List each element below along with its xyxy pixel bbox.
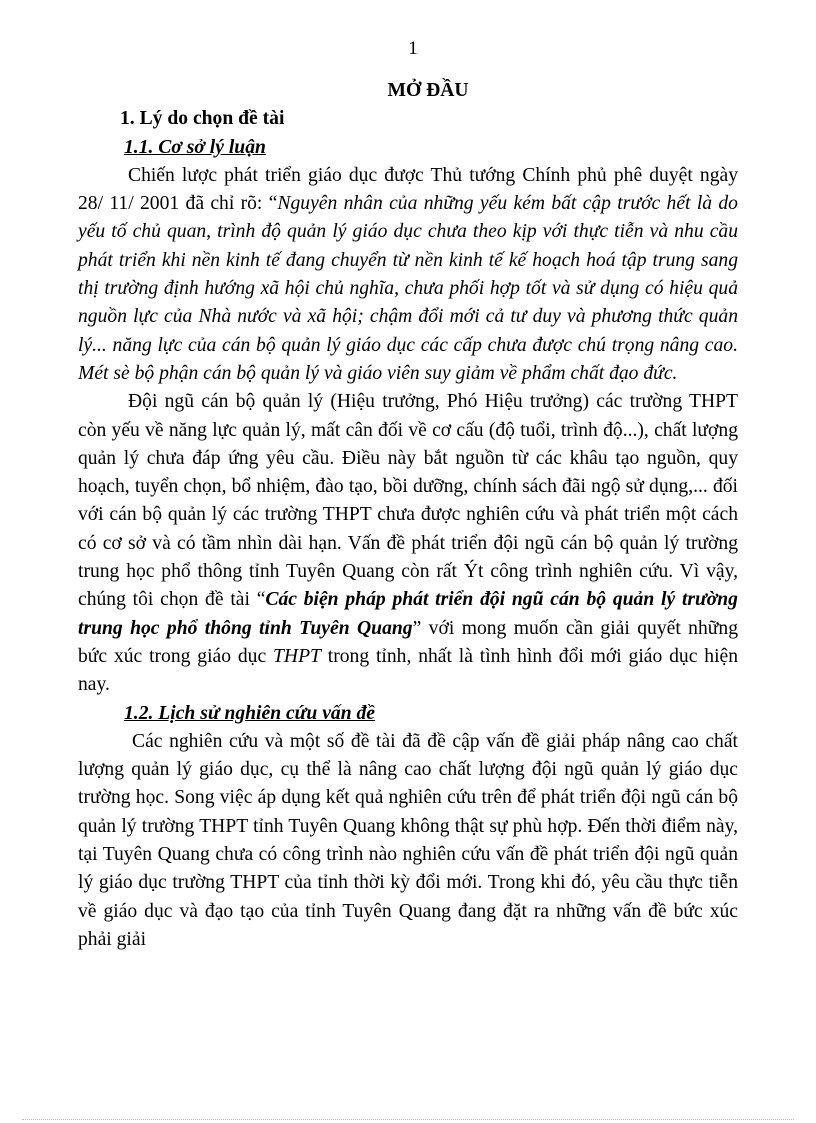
document-title: MỞ ĐẦU	[387, 80, 469, 101]
page-bottom-divider	[22, 1119, 794, 1120]
paragraph-1-intro: Chiến lược phát triển giáo dục được Thủ tướng Chính phủ phê duyệt ngày 28/ 11/ 2001 đã chỉ rõ: “	[78, 164, 738, 215]
section-1-1-heading-text: 1.1. Cơ sở lý luận	[124, 136, 266, 158]
paragraph-research-history: Các nghiên cứu và một số đề tài đã đề cập vấn đề giải pháp nâng cao chất lượng quản lý giáo dục, cụ thể là nâng cao chất lượng đội ngũ quản lý giáo dục trường học. Song việc áp dụng kết quả nghiên cứu trên để phát triển đội ngũ cán bộ quản lý trường THPT tỉnh Tuyên Quang không thật sự phù hợp. Đến thời điểm này, tại Tuyên Quang chưa có công trình nào nghiên cứu vấn đề phát triển đội ngũ quản lý giáo dục trường THPT của tỉnh thời kỳ đổi mới. Trong khi đó, yêu cầu thực tiễn về giáo dục và đạo tạo của tỉnh Tuyên Quang đang đặt ra những vấn đề bức xúc phải giải	[78, 730, 738, 950]
page-number: 1	[408, 38, 418, 59]
paragraph-2-part-2: ” với mong muốn cần giải quyết những bức xúc trong giáo dục	[78, 617, 738, 667]
paragraph-2-part-3: trong tỉnh, nhất là tình hình đổi mới giáo dục hiện nay.	[78, 645, 739, 696]
section-1-heading: 1. Lý do chọn đề tài	[120, 108, 285, 130]
section-1-1-heading	[78, 134, 738, 162]
document-body	[78, 77, 738, 954]
paragraph-1-quote: Nguyên nhân của những yếu kém bất cập trước hết là do yếu tố chủ quan, trình độ quản lý giáo dục chưa theo kịp với thực tiễn và nhu cầu phát triển khi nền kinh tế đang chuyển từ nền kinh tế kế hoạch hoá tập trung sang thị trường định hướng xã hội chủ nghĩa, chưa phối hợp tốt và sử dụng có hiệu quả nguồn lực của Nhà nước và xã hội; chậm đổi mới cả tư duy và phương thức quản lý... năng lực của cán bộ quản lý giáo dục các cấp chưa được chú trọng nâng cao. Mét sè bộ phận cán bộ quản lý và giáo viên suy giảm về phẩm chất đạo đức.	[78, 193, 738, 384]
paragraph-strategy-quote	[78, 162, 738, 388]
section-1-2-heading-text: 1.2. Lịch sử nghiên cứu vấn đề	[124, 702, 375, 724]
paragraph-2-thpt: THPT	[273, 645, 321, 667]
section-1-2-heading	[78, 700, 738, 728]
paragraph-management-staff	[78, 388, 738, 699]
thesis-topic: Các biện pháp phát triển đội ngũ cán bộ quản lý trường trung học phổ thông tỉnh Tuyên Quang	[78, 589, 738, 639]
paragraph-2-part-1: Đội ngũ cán bộ quản lý (Hiệu trưởng, Phó Hiệu trưởng) các trường THPT còn yếu về năng lực quản lý, mất cân đối về cơ cấu (độ tuổi, trình độ...), chất lượng quản lý chưa đáp ứng yêu cầu. Điều này bắt nguồn từ các khâu tạo nguồn, quy hoạch, tuyển chọn, bổ nhiệm, đào tạo, bồi dưỡng, chính sách đãi ngộ sử dụng,... đối với cán bộ quản lý các trường THPT chưa được nghiên cứu và phát triển một cách có cơ sở và có tầm nhìn dài hạn. Vấn đề phát triển đội ngũ cán bộ quản lý trường trung học phổ thông tỉnh Tuyên Quang còn rất Ýt công trình nghiên cứu. Vì vậy, chúng tôi chọn đề tài “	[78, 391, 738, 611]
